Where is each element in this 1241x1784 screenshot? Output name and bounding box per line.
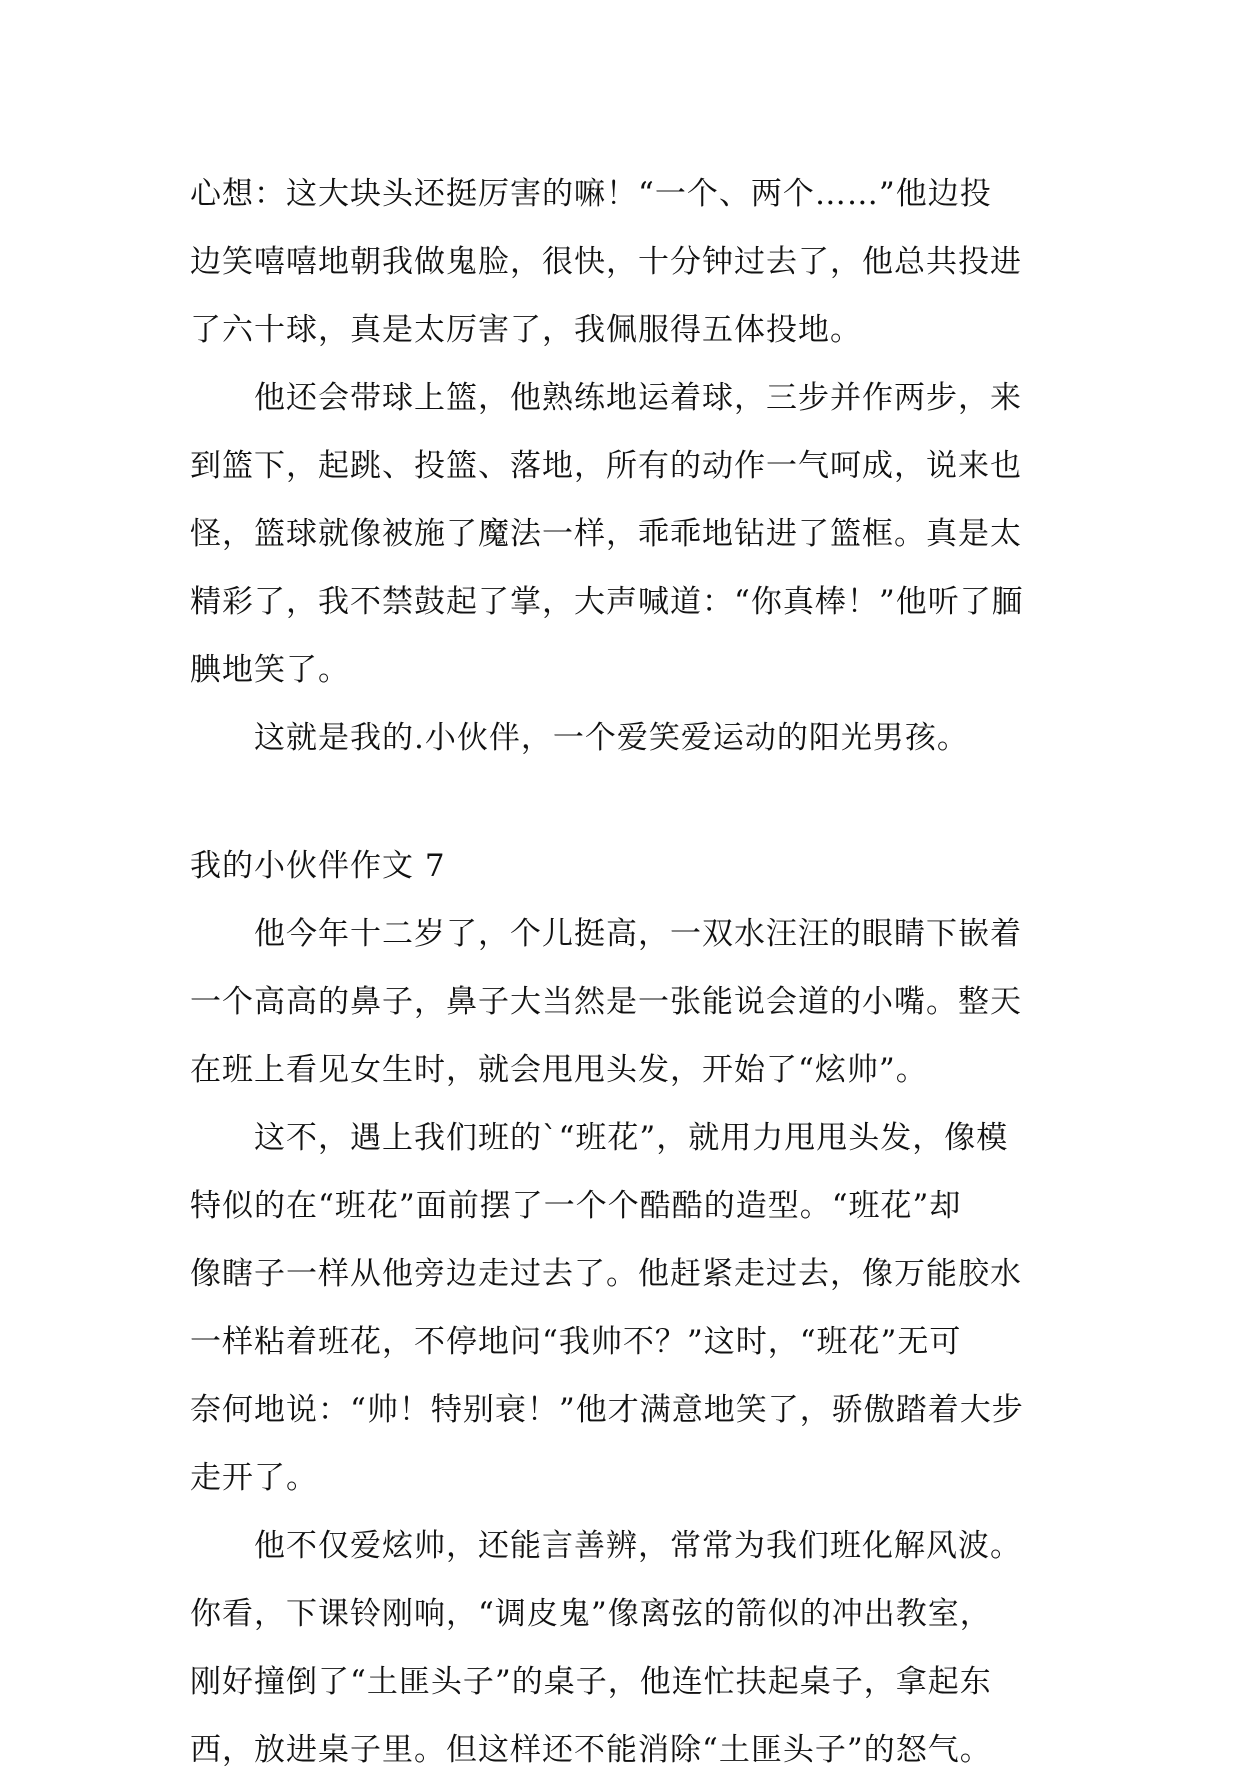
paragraph-line: 奈何地说：“帅！特别衰！”他才满意地笑了，骄傲踏着大步 — [190, 1392, 1024, 1428]
paragraph-line: 腆地笑了。 — [190, 652, 350, 688]
paragraph-line: 这就是我的.小伙伴，一个爱笑爱运动的阳光男孩。 — [254, 720, 969, 756]
paragraph-line: 一个高高的鼻子，鼻子大当然是一张能说会道的小嘴。整天 — [190, 984, 1022, 1020]
paragraph-line: 边笑嘻嘻地朝我做鬼脸，很快，十分钟过去了，他总共投进 — [190, 244, 1022, 280]
paragraph-line: 在班上看见女生时，就会甩甩头发，开始了“炫帅”。 — [190, 1052, 928, 1088]
paragraph-line: 了六十球，真是太厉害了，我佩服得五体投地。 — [190, 312, 862, 348]
section-gap — [190, 772, 1070, 832]
paragraph-line: 精彩了，我不禁鼓起了掌，大声喊道：“你真棒！”他听了腼 — [190, 584, 1024, 620]
paragraph-line: 心想：这大块头还挺厉害的嘛！“一个、两个……”他边投 — [190, 176, 992, 212]
paragraph-line: 他不仅爱炫帅，还能言善辨，常常为我们班化解风波。 — [254, 1528, 1022, 1564]
section-title: 我的小伙伴作文 7 — [190, 848, 446, 884]
paragraph-line: 特似的在“班花”面前摆了一个个酷酷的造型。“班花”却 — [190, 1188, 962, 1224]
paragraph-line: 走开了。 — [190, 1460, 318, 1496]
paragraph-line: 你看，下课铃刚响，“调皮鬼”像离弦的箭似的冲出教室， — [190, 1596, 992, 1632]
paragraph-line: 刚好撞倒了“土匪头子”的桌子，他连忙扶起桌子，拿起东 — [190, 1664, 992, 1700]
paragraph-line: 到篮下，起跳、投篮、落地，所有的动作一气呵成，说来也 — [190, 448, 1022, 484]
document-body — [190, 160, 1070, 1784]
paragraph-line: 他还会带球上篮，他熟练地运着球，三步并作两步，来 — [254, 380, 1022, 416]
paragraph-line: 他今年十二岁了，个儿挺高，一双水汪汪的眼睛下嵌着 — [254, 916, 1022, 952]
paragraph-line: 怪，篮球就像被施了魔法一样，乖乖地钻进了篮框。真是太 — [190, 516, 1022, 552]
paragraph-line: 像瞎子一样从他旁边走过去了。他赶紧走过去，像万能胶水 — [190, 1256, 1022, 1292]
paragraph-line: 西，放进桌子里。但这样还不能消除“土匪头子”的怒气。 — [190, 1732, 992, 1768]
paragraph-line: 一样粘着班花，不停地问“我帅不？”这时，“班花”无可 — [190, 1324, 962, 1360]
paragraph-line: 这不，遇上我们班的`“班花”，就用力甩甩头发，像模 — [254, 1120, 1009, 1156]
